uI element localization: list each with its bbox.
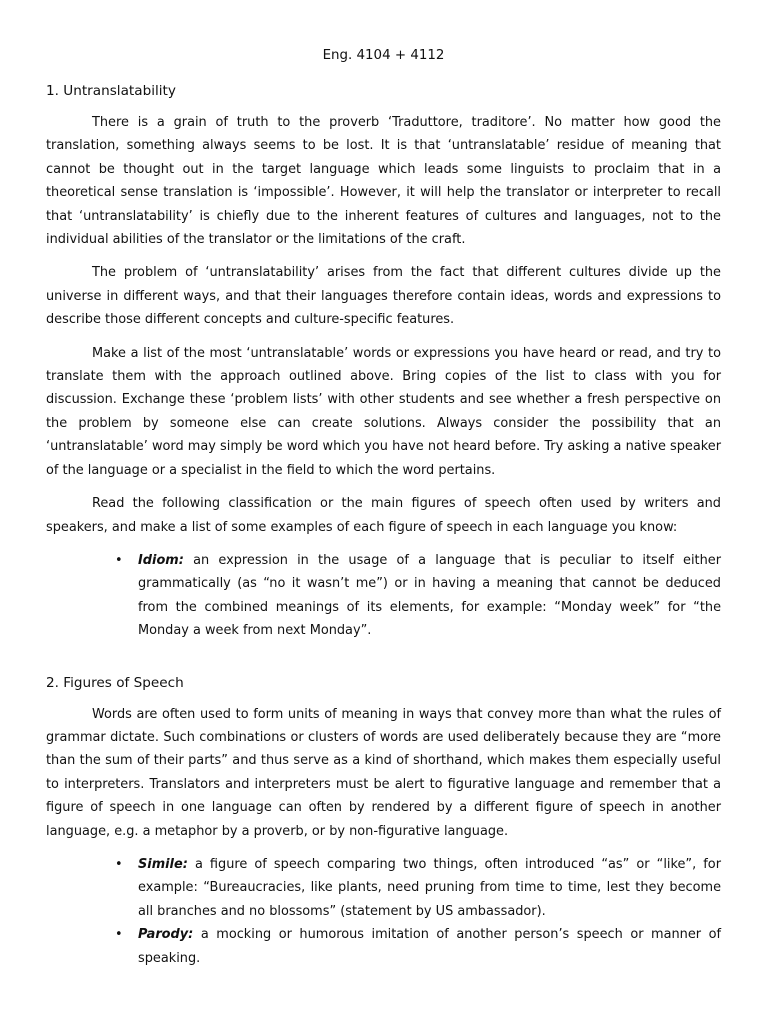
bullet-icon: • xyxy=(115,856,123,872)
term-label: Simile: xyxy=(138,856,188,872)
paragraph: There is a grain of truth to the proverb ‘Traduttore, traditore’. No matter how good the translation, something always seems to be lost. It is that ‘untranslatable’ residue of meaning that cannot be thought out in the target language which leads some linguists to proclaim that in a theoretical sense translation is ‘impossible’. However, it will help the translator or interpreter to recall that ‘untranslatability’ is chiefly due to the inherent features of cultures and languages, not to the individual abilities of the translator or the limitations of the craft. xyxy=(46,115,721,248)
paragraph: Words are often used to form units of meaning in ways that convey more than what the rules of grammar dictate. Such combinations or clusters of words are used deliberately because they are “more than the sum of their parts” and thus serve as a kind of shorthand, which makes them especially useful to interpreters. Translators and interpreters must be alert to figurative language and remember that a figure of speech in one language can often by rendered by a different figure of speech in another language, e.g. a metaphor by a proverb, or by non-figurative language. xyxy=(46,706,721,839)
list-item-idiom xyxy=(115,549,721,643)
term-label: Parody: xyxy=(138,927,194,943)
term-definition: a mocking or humorous imitation of another person’s speech or manner of speaking. xyxy=(138,927,721,966)
document-page xyxy=(46,46,721,970)
term-definition: an expression in the usage of a language that is peculiar to itself either grammatically (as “no it wasn’t me”) or in having a meaning that cannot be deduced from the combined meanings of its elements, for example: “Monday week” for “the Monday a week from next Monday”. xyxy=(138,552,721,639)
paragraph: The problem of ‘untranslatability’ arises from the fact that different cultures divide up the universe in different ways, and that their languages therefore contain ideas, words and expressions to describe those different concepts and culture-specific features. xyxy=(46,265,721,328)
document-title: Eng. 4104 + 4112 xyxy=(322,48,445,63)
bullet-icon: • xyxy=(115,927,123,943)
paragraph: Make a list of the most ‘untranslatable’ words or expressions you have heard or read, and try to translate them with the approach outlined above. Bring copies of the list to class with you for discussion. Exchange these ‘problem lists’ with other students and see whether a fresh perspective on the problem by someone else can create solutions. Always consider the possibility that an ‘untranslatable’ word may simply be word which you have not heard before. Try asking a native speaker of the language or a specialist in the field to which the word pertains. xyxy=(46,345,721,478)
figure-list xyxy=(46,549,721,643)
term-label: Idiom: xyxy=(138,552,184,568)
paragraph: Read the following classification or the main figures of speech often used by writers and speakers, and make a list of some examples of each figure of speech in each language you know: xyxy=(46,496,721,535)
bullet-icon: • xyxy=(115,552,123,568)
figure-list xyxy=(46,853,721,970)
section-heading-untranslatability: 1. Untranslatability xyxy=(46,83,176,99)
section-heading-figures-of-speech: 2. Figures of Speech xyxy=(46,674,184,691)
term-definition: a figure of speech comparing two things, often introduced “as” or “like”, for example: “Bureaucracies, like plants, need pruning from time to time, lest they become all branches and no blossoms” (statement by US ambassador). xyxy=(138,856,721,919)
section-spacer xyxy=(46,643,721,673)
list-item-simile xyxy=(115,853,721,923)
list-item-parody xyxy=(115,923,721,970)
